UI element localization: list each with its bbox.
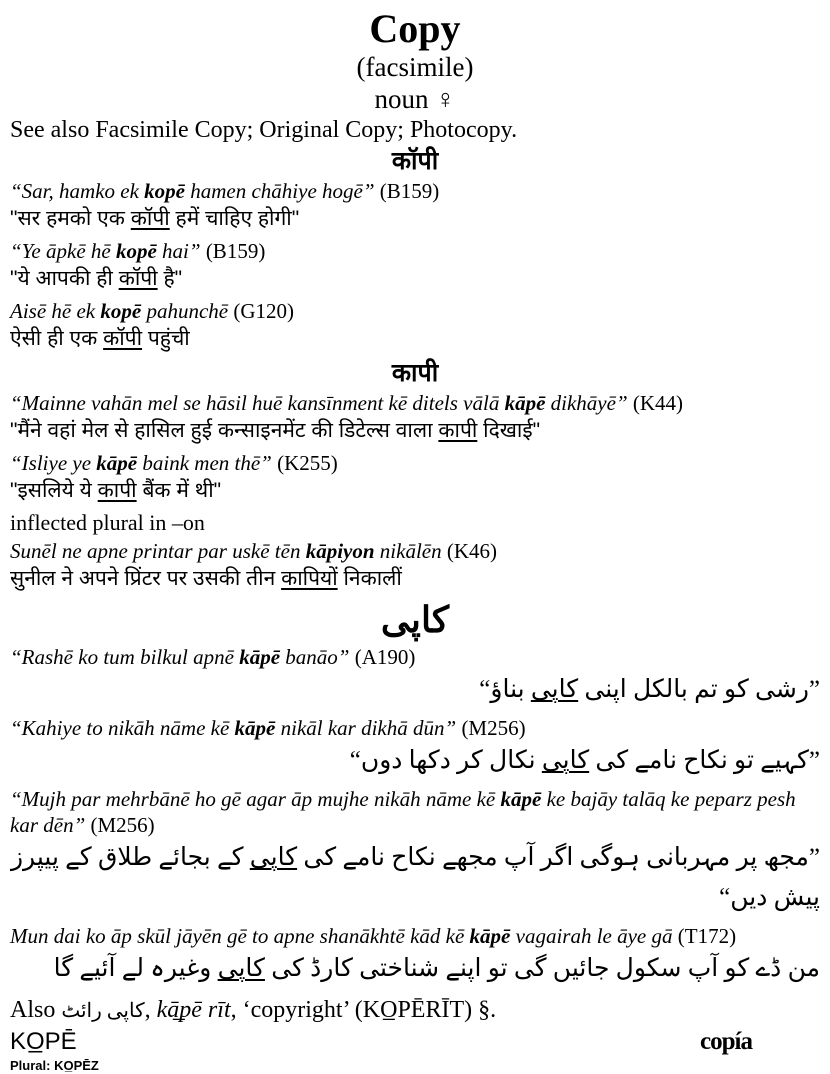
- urdu-text: ”کہیے تو نکاح نامے کی: [589, 747, 820, 774]
- urdu-text: ”رشی کو تم بالکل اپنی: [578, 676, 820, 703]
- example-block: [10, 450, 820, 505]
- roman-text: pahunchē: [141, 299, 234, 323]
- roman-keyword: kopē: [144, 179, 185, 203]
- source-ref: (M256): [461, 716, 526, 740]
- section-heading-devanagari-kapi: कापी: [391, 359, 439, 387]
- roman-keyword: kopē: [100, 299, 142, 323]
- example-block: [10, 390, 820, 445]
- example-block: [10, 538, 820, 593]
- example-roman: [10, 298, 820, 324]
- hindi-keyword-underlined: कॉपी: [103, 327, 143, 350]
- example-roman: [10, 644, 820, 670]
- roman-text: “Mujh par mehrbānē ho gē agar āp mujhe nikāh nāme kē: [10, 787, 501, 811]
- hindi-text: है": [157, 267, 183, 290]
- also-text: Also: [10, 997, 62, 1023]
- source-ref: (B159): [205, 239, 266, 263]
- example-roman: [10, 538, 820, 564]
- example-translation-hindi: [10, 324, 820, 353]
- roman-text: ke bajāy talāq ke peparz pesh kar dēn”: [10, 787, 796, 837]
- hindi-keyword-underlined: कॉपी: [118, 267, 158, 290]
- hindi-text: "इसलिये ये: [10, 479, 98, 502]
- plural-line: Plural: KO̲PĒZ: [10, 1058, 99, 1073]
- roman-keyword: kāpē: [234, 716, 276, 740]
- urdu-text: نکال کر دکھا دوں“: [349, 747, 542, 774]
- source-ref: (M256): [90, 813, 155, 837]
- source-ref: (K255): [277, 451, 338, 475]
- roman-text: vagairah le āye gā: [510, 924, 678, 948]
- roman-text: nikālēn: [374, 539, 447, 563]
- example-roman: [10, 786, 820, 838]
- example-translation-hindi: [10, 204, 820, 233]
- section-heading-devanagari-kopi: कॉपी: [391, 147, 439, 175]
- see-also-line: See also Facsimile Copy; Original Copy; Photocopy.: [10, 117, 518, 143]
- roman-keyword: kāpē: [96, 451, 138, 475]
- urdu-text: من ڈے کو آپ سکول جائیں گی تو اپنے شناختی کارڈ کی: [264, 955, 820, 982]
- roman-text: “Kahiye to nikāh nāme kē: [10, 716, 235, 740]
- roman-text: “Rashē ko tum bilkul apnē: [10, 645, 240, 669]
- roman-text: hai”: [156, 239, 206, 263]
- urdu-keyword-underlined: کاپی: [217, 955, 265, 982]
- example-translation-hindi: [10, 264, 820, 293]
- example-translation-hindi: [10, 416, 820, 445]
- hindi-text: ऐसी ही एक: [10, 327, 104, 350]
- source-ref: (T172): [677, 924, 737, 948]
- hindi-text: सुनील ने अपने प्रिंटर पर उसकी तीन: [10, 567, 282, 590]
- roman-text: hamen chāhiye hogē”: [184, 179, 380, 203]
- example-translation-hindi: [10, 476, 820, 505]
- example-block: [10, 298, 820, 353]
- example-roman: [10, 715, 820, 741]
- source-ref: (K46): [446, 539, 498, 563]
- urdu-keyword-underlined: کاپی: [541, 747, 590, 774]
- example-roman: [10, 450, 820, 476]
- example-block: [10, 715, 820, 781]
- also-roman-term: kā̲pē rīt: [156, 997, 231, 1023]
- hindi-text: हमें चाहिए होगी": [169, 207, 300, 230]
- roman-text: Mun dai ko āp skūl jāyēn gē to apne shanākhtē kād kē: [10, 924, 470, 948]
- subtitle-facsimile: (facsimile): [356, 52, 474, 82]
- also-urdu-word: کاپی رائٹ: [61, 1000, 145, 1022]
- hindi-keyword-underlined: कापियों: [281, 567, 338, 590]
- hindi-keyword-underlined: कापी: [438, 419, 478, 442]
- hindi-keyword-underlined: कापी: [97, 479, 137, 502]
- example-translation-urdu: [10, 949, 820, 989]
- example-block: [10, 644, 820, 710]
- example-block: [10, 178, 820, 233]
- urdu-text: کے بجائے طلاق کے پیپرز پیش دیں“: [10, 844, 820, 911]
- source-ref: (K44): [632, 391, 684, 415]
- urdu-keyword-underlined: کاپی: [249, 844, 298, 871]
- hindi-text: "ये आपकी ही: [10, 267, 119, 290]
- roman-keyword: kāpē: [504, 391, 546, 415]
- roman-text: baink men thē”: [137, 451, 278, 475]
- hindi-keyword-underlined: कॉपी: [130, 207, 170, 230]
- hindi-text: "सर हमको एक: [10, 207, 131, 230]
- hindi-text: पहुंची: [142, 327, 190, 350]
- etymology-copia: copía: [700, 1028, 752, 1055]
- roman-keyword: kāpē: [239, 645, 281, 669]
- example-block: [10, 238, 820, 293]
- section-heading-urdu-kapi: کاپی: [380, 600, 450, 640]
- roman-text: Aisē hē ek: [10, 299, 101, 323]
- urdu-text: بناؤ“: [479, 676, 531, 703]
- source-ref: (B159): [379, 179, 440, 203]
- roman-text: dikhāyē”: [545, 391, 633, 415]
- hindi-text: "मैंने वहां मेल से हासिल हुई कन्साइनमेंट की डिटेल्स वाला: [10, 419, 439, 442]
- example-translation-urdu: [10, 670, 820, 710]
- example-translation-hindi: [10, 564, 820, 593]
- roman-text: “Sar, hamko ek: [10, 179, 145, 203]
- also-text: ,: [144, 997, 157, 1023]
- example-roman: [10, 390, 820, 416]
- part-of-speech-gender: noun ♀: [374, 84, 456, 114]
- also-copyright-line: [10, 994, 820, 1027]
- page-title: Copy: [369, 6, 461, 51]
- also-text: , ‘copyright’ (KO̲PĒRĪT) §.: [230, 997, 497, 1023]
- example-roman: [10, 238, 820, 264]
- roman-text: “Isliye ye: [10, 451, 97, 475]
- inflection-note: inflected plural in –on: [10, 510, 205, 535]
- hindi-text: दिखाई": [477, 419, 541, 442]
- hindi-text: बैंक में थी": [136, 479, 222, 502]
- roman-keyword: kāpiyon: [305, 539, 375, 563]
- urdu-text: ”مجھ پر مہربانی ہوگی اگر آپ مجھے نکاح نامے کی: [297, 844, 820, 871]
- roman-text: “Mainne vahān mel se hāsil huē kansīnment kē ditels vālā: [10, 391, 505, 415]
- example-roman: [10, 923, 820, 949]
- source-ref: (A190): [354, 645, 416, 669]
- headword-kope: KO̲PĒ: [10, 1028, 77, 1055]
- roman-text: banāo”: [280, 645, 355, 669]
- example-block: [10, 786, 820, 918]
- roman-keyword: kāpē: [469, 924, 511, 948]
- footer-row: [10, 1027, 820, 1057]
- source-ref: (G120): [233, 299, 295, 323]
- roman-keyword: kopē: [115, 239, 157, 263]
- roman-keyword: kāpē: [500, 787, 542, 811]
- roman-text: “Ye āpkē hē: [10, 239, 116, 263]
- example-roman: [10, 178, 820, 204]
- example-block: [10, 923, 820, 989]
- urdu-keyword-underlined: کاپی: [530, 676, 579, 703]
- example-translation-urdu: [10, 838, 820, 918]
- roman-text: nikāl kar dikhā dūn”: [275, 716, 462, 740]
- example-translation-urdu: [10, 741, 820, 781]
- urdu-text: وغیرہ لے آئیے گا: [53, 955, 218, 982]
- hindi-text: निकालीं: [337, 567, 402, 590]
- roman-text: Sunēl ne apne printar par uskē tēn: [10, 539, 306, 563]
